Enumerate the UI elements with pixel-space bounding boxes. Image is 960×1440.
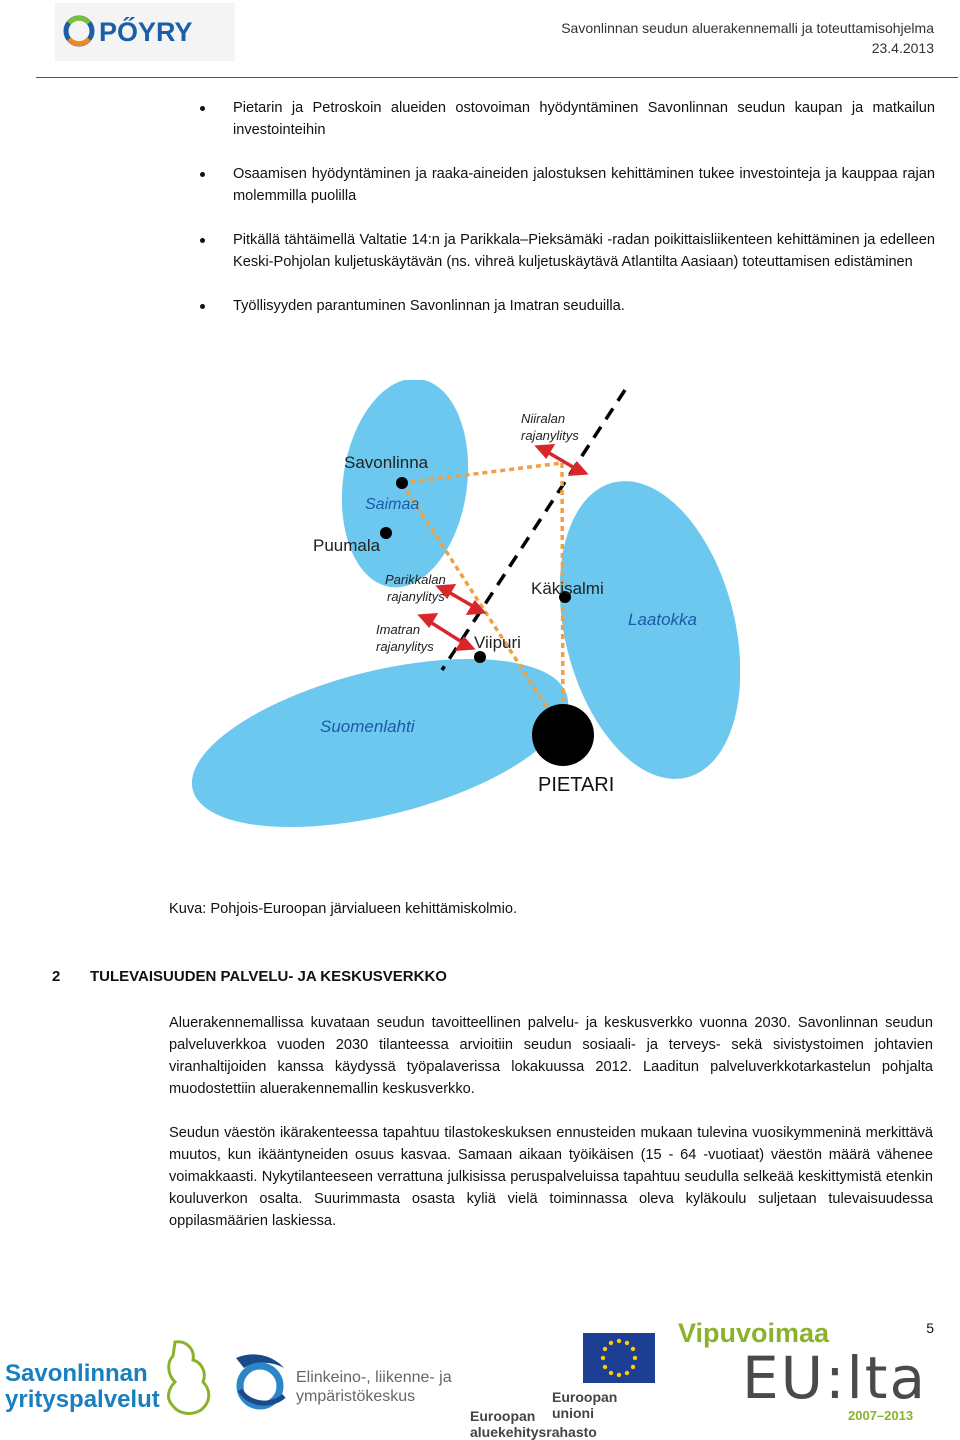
- bullet-item: Pitkällä tähtäimellä Valtatie 14:n ja Parikkala–Pieksämäki -radan poikittaisliikenteen kehittäminen ja edelleen Keski-Pohjolan kuljetuskäytävän (ns. vihreä kuljetuskäytävä Atlantilta Aasiaan) toteuttamisen edistäminen: [200, 229, 935, 273]
- poyry-logo: [55, 3, 235, 61]
- section-number: 2: [52, 968, 61, 985]
- label-saimaa: Saimaa: [365, 496, 420, 513]
- viipuri-dot: [474, 651, 486, 663]
- vip-line2: EU:lta: [742, 1344, 928, 1412]
- development-triangle-map: [180, 380, 740, 830]
- bullet-item: Pietarin ja Petroskoin alueiden ostovoiman hyödyntäminen Savonlinnan seudun kaupan ja matkailun investointeihin: [200, 97, 935, 141]
- label-laatokka: Laatokka: [628, 610, 697, 629]
- sy-line1: Savonlinnan: [5, 1360, 148, 1387]
- page-number: 5: [926, 1320, 934, 1336]
- bullet-dot-icon: [200, 304, 205, 309]
- bullet-dot-icon: [200, 172, 205, 177]
- label-niiralan: rajanylitys: [521, 428, 579, 443]
- eu-line2: Euroopan aluekehitysrahasto: [470, 1408, 597, 1440]
- bullet-list: [200, 97, 935, 339]
- section-heading: [52, 968, 447, 985]
- label-niiralan: Niiralan: [521, 411, 566, 426]
- section-title: TULEVAISUUDEN PALVELU- JA KESKUSVERKKO: [90, 968, 447, 985]
- savonlinnan-yrityspalvelut-logo: [5, 1340, 220, 1420]
- bullet-item: Osaamisen hyödyntäminen ja raaka-aineiden jalostuksen kehittäminen tukee investointeja ja kauppaa rajan molemmilla puolilla: [200, 163, 935, 207]
- bullet-dot-icon: [200, 238, 205, 243]
- eu-logo: [468, 1333, 663, 1440]
- label-viipuri: Viipuri: [474, 633, 521, 652]
- vipuvoimaa-logo: [678, 1318, 928, 1426]
- document-title: Savonlinnan seudun aluerakennemalli ja toteuttamisohjelma: [561, 20, 934, 36]
- vip-line3: 2007–2013: [848, 1408, 914, 1423]
- paragraph: Aluerakennemallissa kuvataan seudun tavoitteellinen palvelu- ja keskusverkko vuonna 2030. Savonlinnan seudun palveluverkkoa vuoden 2030 tilanteessa arvioitiin seudun sosiaali- ja terveys- sekä sivistystoimen johtavien viranhaltijoiden kanssa käydyssä työpalaverissa lokakuussa 2012. Laaditun palveluverkkotarkastelun pohjalta muodostettiin aluerakennemallin keskusverkko.: [169, 1015, 933, 1097]
- eu-line1: Euroopan unioni: [552, 1389, 618, 1421]
- poyry-logo-text: PŐYRY: [99, 17, 193, 47]
- label-suomenlahti: Suomenlahti: [320, 717, 415, 736]
- bullet-item: Työllisyyden parantuminen Savonlinnan ja Imatran seuduilla.: [200, 295, 935, 317]
- paragraph: Seudun väestön ikärakenteessa tapahtuu tilastokeskuksen ennusteiden mukaan tulevina vuosikymmeninä merkittävä muutos, kun ikääntyneiden osuus kasvaa. Samaan aikaan työikäisen (15 - 64 -vuotiaat) väestön määrä vähenee voimakkaasti. Nykytilanteeseen verrattuna julkisissa peruspalveluissa tapahtuu seudulla selkeää keskittymistä etenkin kouluverkon osalta. Suurimmasta osasta kyliä vielä toiminnassa oleva kyläkoulu suljetaan tulevaisuudessa oppilasmäärien laskiessa.: [169, 1125, 933, 1229]
- label-kakisalmi: Käkisalmi: [531, 579, 604, 598]
- sy-line2: yrityspalvelut: [5, 1386, 160, 1413]
- header-divider: [36, 77, 958, 78]
- savonlinna-dot: [396, 477, 408, 489]
- eu-flag-icon: [583, 1333, 655, 1383]
- puumala-dot: [380, 527, 392, 539]
- ely-line1: Elinkeino-, liikenne- ja: [296, 1369, 452, 1386]
- label-pietari: PIETARI: [538, 774, 615, 796]
- figure-caption: Kuva: Pohjois-Euroopan järvialueen kehittämiskolmio.: [169, 901, 517, 917]
- label-puumala: Puumala: [313, 536, 381, 555]
- label-parikkalan: Parikkalan: [385, 572, 446, 587]
- label-imatran: rajanylitys: [376, 639, 434, 654]
- ely-emblem-icon: [230, 1348, 292, 1412]
- ely-keskus-logo: [230, 1348, 465, 1414]
- region-outline-icon: [155, 1338, 217, 1418]
- document-date: 23.4.2013: [871, 40, 934, 56]
- label-imatran: Imatran: [376, 622, 421, 637]
- ely-line2: ympäristökeskus: [296, 1388, 416, 1405]
- pietari-dot: [532, 704, 594, 766]
- bullet-dot-icon: [200, 106, 205, 111]
- label-savonlinna: Savonlinna: [344, 453, 429, 472]
- label-parikkalan: rajanylitys: [387, 589, 445, 604]
- vip-line1: Vipuvoimaa: [678, 1318, 830, 1348]
